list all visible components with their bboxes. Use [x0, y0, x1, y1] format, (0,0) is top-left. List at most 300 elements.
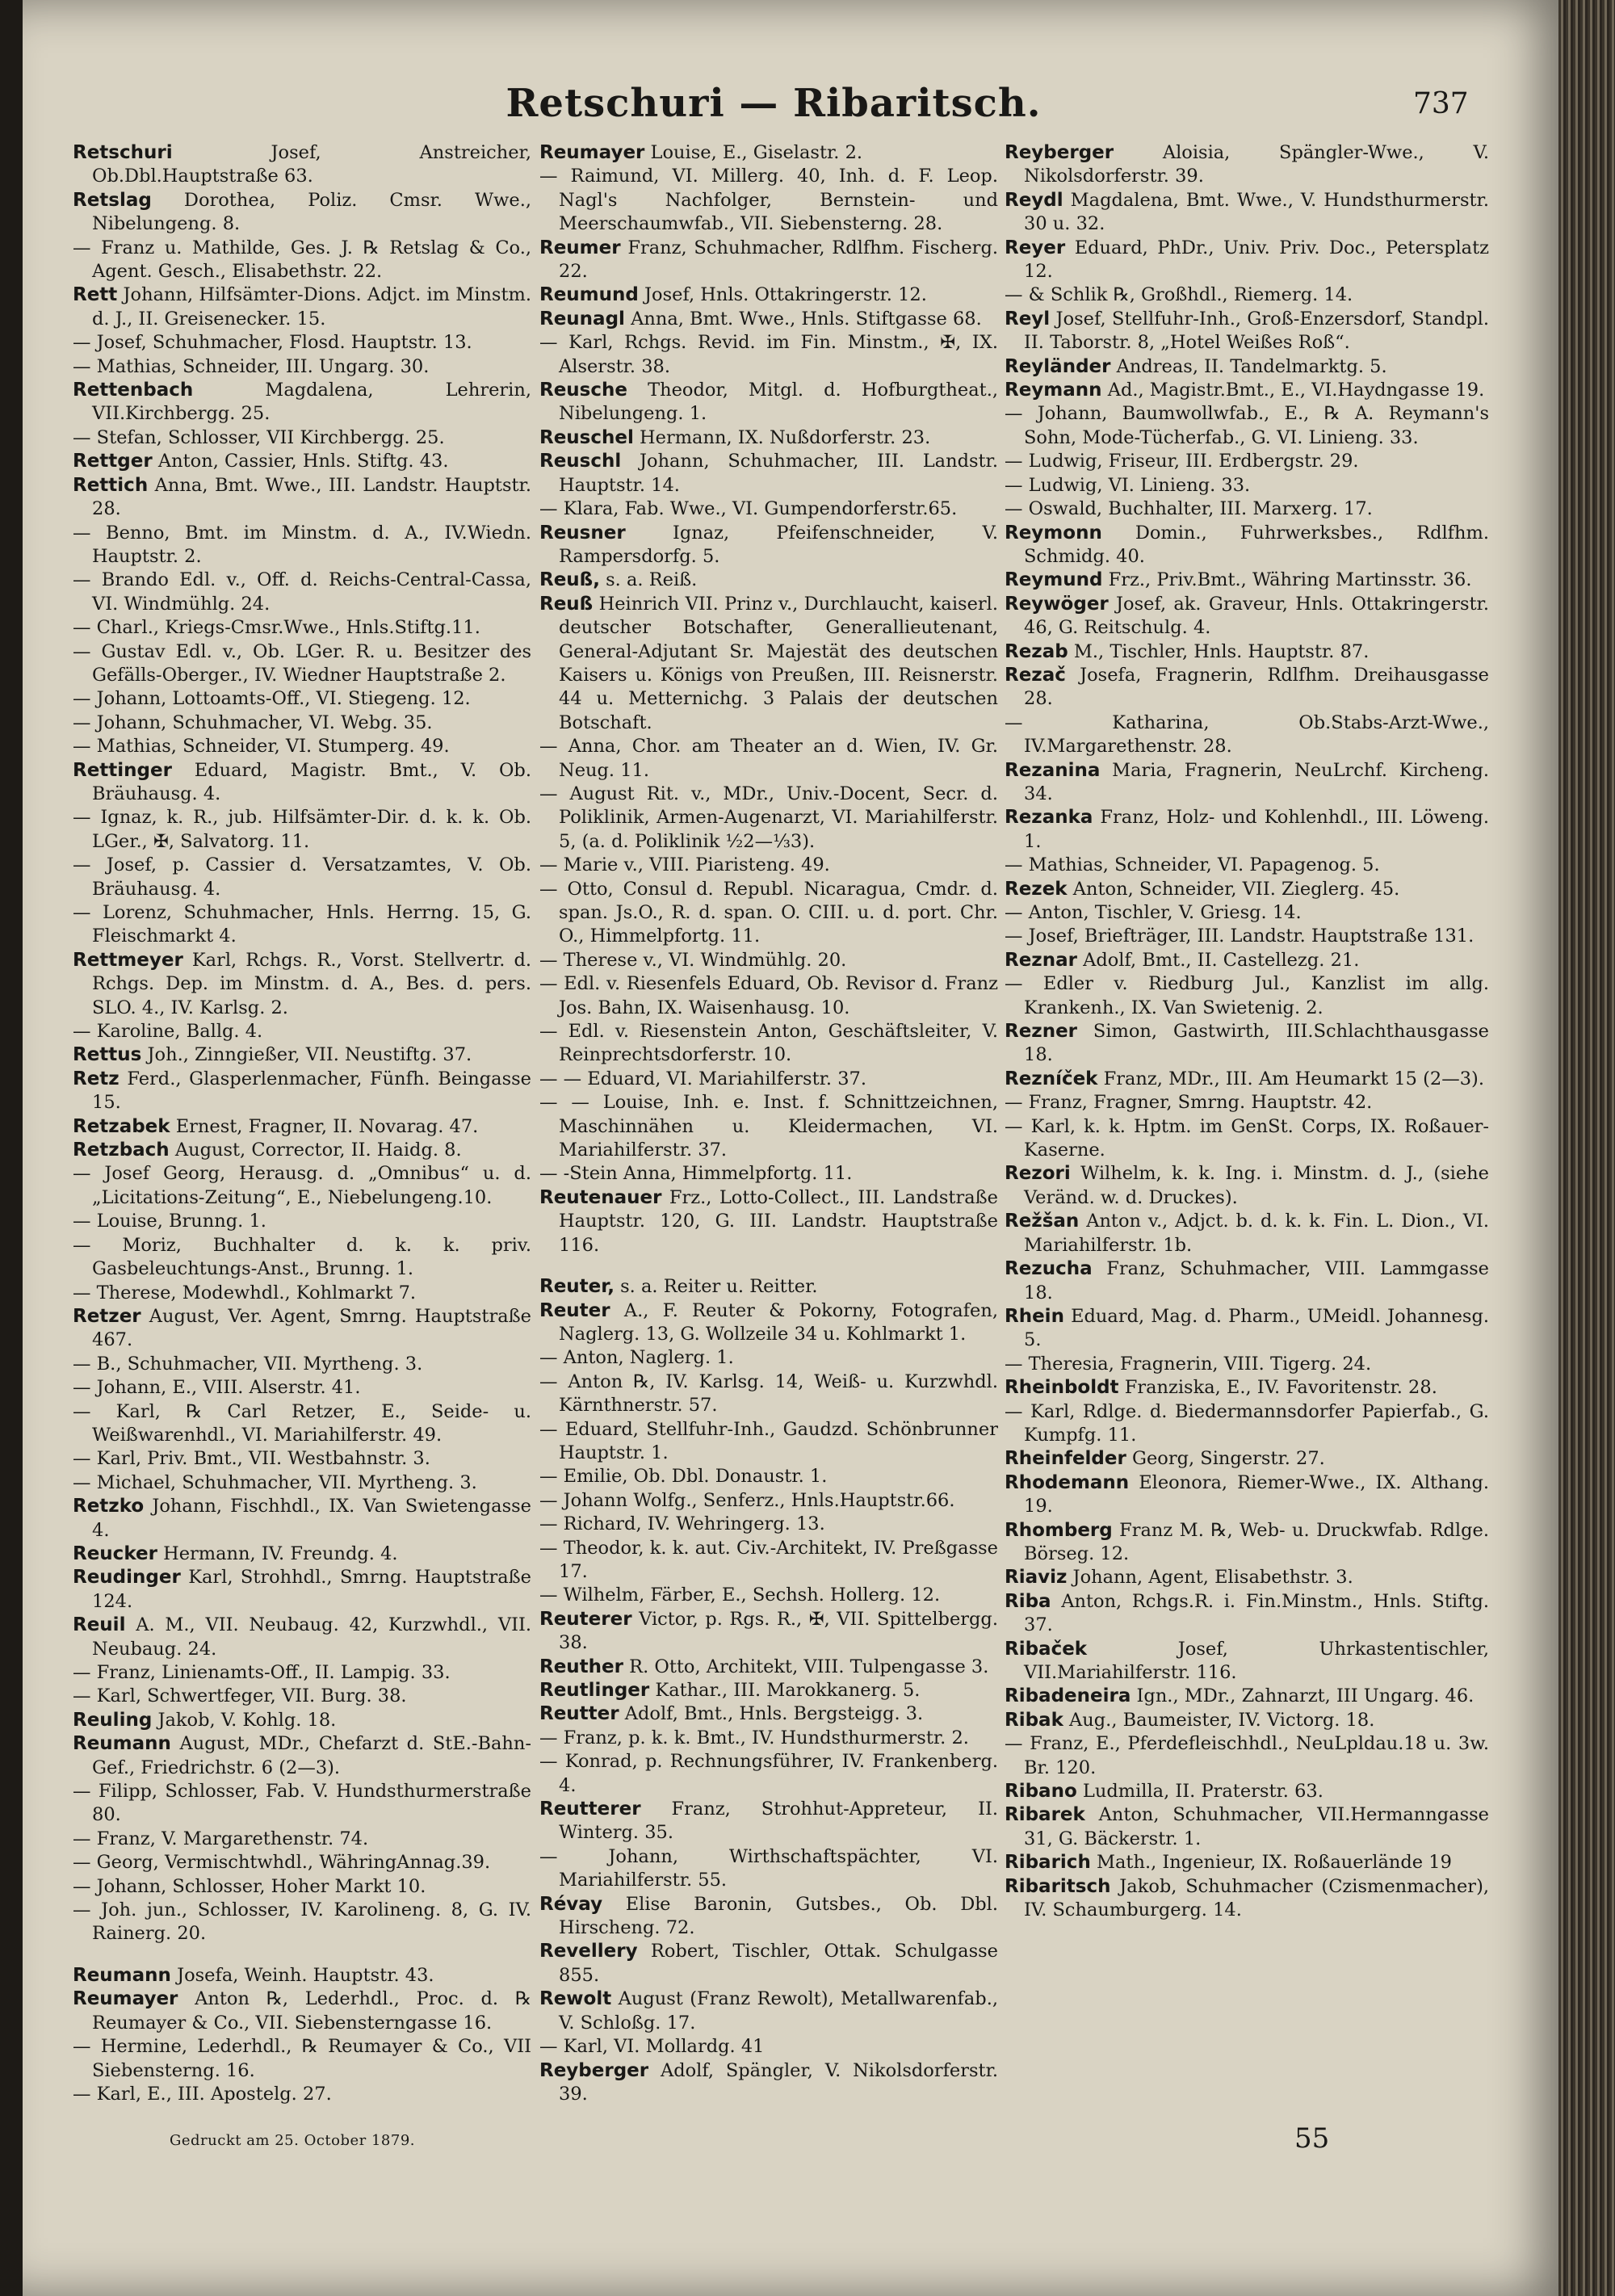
entry-surname: Reymonn: [1005, 522, 1102, 544]
directory-entry: [1005, 1709, 1489, 1732]
entry-text: Heinrich VII. Prinz v., Durchlaucht, kaiserl. deutscher Botschafter, Generallieutenant, General-Adjutant Sr. Majestät des deutschen Kaisers u. Königs von Preußen, III. Reisnerstr. 44 u. Metternichg. 3 Palais der deutschen Botschaft.: [559, 593, 998, 733]
entry-surname: Reumayer: [539, 142, 645, 163]
directory-entry: [73, 355, 531, 379]
directory-entry: [539, 1893, 998, 1941]
entry-text: — B., Schuhmacher, VII. Myrtheng. 3.: [73, 1353, 423, 1375]
directory-entry: [1005, 1115, 1489, 1163]
entry-surname: Reydl: [1005, 189, 1063, 211]
entry-surname: Reuter: [539, 1299, 610, 1321]
entry-surname: Reuil: [73, 1614, 126, 1636]
entry-text: Eduard, Magistr. Bmt., V. Ob. Bräuhausg. 4.: [92, 759, 531, 804]
entry-text: — Edler v. Riedburg Jul., Kanzlist im allg. Krankenh., IX. Van Swietenig. 2.: [1005, 973, 1489, 1018]
entry-text: Ernest, Fragner, II. Novarag. 47.: [170, 1115, 479, 1137]
directory-entry: [539, 1727, 998, 1750]
entry-surname: Reymann: [1005, 380, 1102, 401]
directory-entry: [1005, 901, 1489, 925]
directory-entry: [1005, 593, 1489, 640]
entry-text: Frz., Priv.Bmt., Währing Martinsstr. 36.: [1102, 569, 1472, 591]
entry-text: Wilhelm, k. k. Ing. i. Minstm. d. J., (siehe Veränd. w. d. Druckes).: [1024, 1163, 1489, 1208]
directory-entry: [73, 1964, 531, 1987]
entry-text: — — Eduard, VI. Mariahilferstr. 37.: [539, 1068, 866, 1089]
directory-entry: [539, 1489, 998, 1513]
directory-entry: [73, 1987, 531, 2035]
directory-entry: [539, 1750, 998, 1798]
entry-text: — Klara, Fab. Wwe., VI. Gumpendorferstr.65.: [539, 498, 958, 520]
entry-text: — Anna, Chor. am Theater an d. Wien, IV. Gr. Neug. 11.: [539, 736, 998, 781]
directory-entry: [73, 522, 531, 569]
entry-surname: Rettenbach: [73, 380, 194, 401]
entry-text: Dorothea, Poliz. Cmsr. Wwe., Nibelungeng. 8.: [92, 189, 531, 235]
entry-text: Franz, Schuhmacher, Rdlfhm. Fischerg. 22.: [559, 237, 998, 283]
entry-surname: Reznar: [1005, 949, 1077, 971]
directory-entry: [1005, 1780, 1489, 1803]
entry-text: Simon, Gastwirth, III.Schlachthausgasse 18.: [1024, 1021, 1489, 1066]
entry-text: Louise, E., Giselastr. 2.: [644, 142, 863, 163]
directory-entry: [1005, 1447, 1489, 1471]
directory-entry: [1005, 854, 1489, 877]
directory-entry: [73, 1139, 531, 1162]
entry-text: August, MDr., Chefarzt d. StE.-Bahn-Gef., Friedrichstr. 6 (2—3).: [92, 1733, 531, 1778]
directory-entry: [1005, 522, 1489, 569]
directory-entry: [73, 1162, 531, 1210]
entry-text: Josef, Anstreicher, Ob.Dbl.Hauptstraße 63.: [92, 142, 531, 187]
entry-text: Jakob, Schuhmacher (Czismenmacher), IV. Schaumburgerg. 14.: [1024, 1875, 1489, 1921]
directory-entry: [539, 1584, 998, 1607]
directory-entry: [1005, 569, 1489, 592]
entry-text: — Ludwig, VI. Linieng. 33.: [1005, 474, 1251, 496]
directory-entry: [539, 1162, 998, 1186]
entry-surname: Retzer: [73, 1305, 141, 1327]
directory-entry: [539, 1370, 998, 1418]
entry-text: Johann, Hilfsämter-Dions. Adjct. im Minstm. d. J., II. Greisenecker. 15.: [92, 284, 531, 329]
entry-surname: Rett: [73, 284, 118, 306]
directory-entry: [1005, 711, 1489, 759]
entry-text: Josefa, Fragnerin, Rdlfhm. Dreihausgasse 28.: [1024, 664, 1489, 710]
entry-text: — Theresia, Fragnerin, VIII. Tigerg. 24.: [1005, 1353, 1372, 1375]
directory-entry: [1005, 806, 1489, 854]
entry-text: — Josef, p. Cassier d. Versatzamtes, V. Ob. Bräuhausg. 4.: [73, 854, 531, 900]
directory-entry: [73, 1471, 531, 1495]
entry-text: Frz., Lotto-Collect., III. Landstraße Hauptstr. 120, G. III. Landstr. Hauptstraße 116.: [559, 1186, 998, 1256]
entry-text: — Josef, Briefträger, III. Landstr. Hauptstraße 131.: [1005, 926, 1474, 947]
entry-surname: Reyl: [1005, 308, 1051, 329]
directory-entry: [539, 497, 998, 521]
entry-text: Anton, Rchgs.R. i. Fin.Minstm., Hnls. Stiftg. 37.: [1024, 1590, 1489, 1636]
entry-surname: Rhodemann: [1005, 1471, 1130, 1493]
entry-text: — Hermine, Lederhdl., ℞ Reumayer & Co., VII Siebensterng. 16.: [73, 2036, 531, 2081]
directory-entry: [1005, 1210, 1489, 1257]
directory-entry: [1005, 664, 1489, 711]
entry-text: Anton, Schneider, VII. Zieglerg. 45.: [1067, 878, 1400, 900]
directory-entry: [539, 1068, 998, 1091]
entry-text: — Franz, V. Margarethenstr. 74.: [73, 1828, 369, 1849]
directory-entry: [73, 1614, 531, 1661]
entry-text: — Ignaz, k. R., jub. Hilfsämter-Dir. d. k. k. Ob. LGer., ✠, Salvatorg. 11.: [73, 807, 531, 852]
entry-surname: Ribaritsch: [1005, 1875, 1111, 1897]
directory-entry: [1005, 1519, 1489, 1567]
entry-text: Karl, Rchgs. R., Vorst. Stellvertr. d. Rchgs. Dep. im Minstm. d. A., Bes. d. pers. SLO. 4., IV. Karlsg. 2.: [92, 949, 531, 1018]
directory-entry: [73, 1282, 531, 1305]
directory-entry: [73, 2083, 531, 2106]
entry-text: Franz, MDr., III. Am Heumarkt 15 (2—3).: [1097, 1068, 1484, 1089]
entry-text: — Josef, Schuhmacher, Flosd. Hauptstr. 13.: [73, 332, 472, 354]
directory-entry: [1005, 1566, 1489, 1589]
directory-entry: [73, 759, 531, 807]
directory-entry: [73, 1305, 531, 1353]
directory-entry: [1005, 237, 1489, 284]
entry-text: — & Schlik ℞, Großhdl., Riemerg. 14.: [1005, 284, 1353, 306]
entry-text: Aloisia, Spängler-Wwe., V. Nikolsdorferstr. 39.: [1024, 142, 1489, 187]
directory-entry: [1005, 1068, 1489, 1091]
entry-text: Anton ℞, Lederhdl., Proc. d. ℞ Reumayer & Co., VII. Siebensterngasse 16.: [92, 1988, 531, 2034]
directory-entry: [73, 1732, 531, 1780]
entry-surname: Reyberger: [1005, 142, 1114, 163]
entry-text: — Johann, Schlosser, Hoher Markt 10.: [73, 1875, 426, 1897]
directory-entry: [73, 901, 531, 949]
entry-text: — Otto, Consul d. Republ. Nicaragua, Cmdr. d. span. Js.O., R. d. span. O. CIII. u. d. port. Chr. O., Himmelpfortg. 11.: [539, 878, 998, 947]
entry-surname: Rheinboldt: [1005, 1377, 1119, 1399]
directory-entry: [539, 569, 998, 592]
entry-text: — Karl, k. k. Hptm. im GenSt. Corps, IX. Roßauer-Kaserne.: [1005, 1115, 1489, 1161]
directory-entry: [73, 1353, 531, 1376]
directory-entry: [73, 1661, 531, 1685]
directory-entry: [1005, 1471, 1489, 1519]
entry-surname: Ribak: [1005, 1709, 1063, 1731]
entry-surname: Rettich: [73, 474, 149, 496]
directory-entry: [73, 1447, 531, 1471]
entry-surname: Retzabek: [73, 1115, 170, 1137]
directory-entry: [1005, 1851, 1489, 1874]
entry-text: — Edl. v. Riesenstein Anton, Geschäftsleiter, V. Reinprechtsdorferstr. 10.: [539, 1021, 998, 1066]
directory-entry: [1005, 402, 1489, 450]
entry-text: Georg, Singerstr. 27.: [1126, 1448, 1325, 1470]
entry-text: — Filipp, Schlosser, Fab. V. Hundsthurmerstraße 80.: [73, 1781, 531, 1826]
entry-text: — Gustav Edl. v., Ob. LGer. R. u. Besitzer des Gefälls-Oberger., IV. Wiedner Hauptstraße 2.: [73, 640, 531, 686]
entry-text: — Lorenz, Schuhmacher, Hnls. Herrng. 15, G. Fleischmarkt 4.: [73, 902, 531, 947]
entry-text: — Moriz, Buchhalter d. k. k. priv. Gasbeleuchtungs-Anst., Brunng. 1.: [73, 1234, 531, 1280]
entry-surname: Reutenauer: [539, 1186, 662, 1208]
entry-text: Magdalena, Bmt. Wwe., V. Hundsthurmerstr. 30 u. 32.: [1024, 189, 1489, 235]
entry-surname: Reumund: [539, 284, 639, 306]
directory-entry: [539, 1940, 998, 1987]
column-1: [73, 141, 531, 2106]
directory-entry: [539, 2059, 998, 2107]
entry-surname: Reutlinger: [539, 1680, 650, 1701]
directory-entry: [1005, 1353, 1489, 1376]
entry-surname: Reumayer: [73, 1988, 178, 2010]
entry-surname: Rhomberg: [1005, 1519, 1113, 1541]
entry-text: Karl, Strohhdl., Smrng. Hauptstraße 124.: [92, 1567, 531, 1612]
entry-surname: Retzbach: [73, 1140, 170, 1161]
entry-text: — Oswald, Buchhalter, III. Marxerg. 17.: [1005, 498, 1373, 520]
entry-surname: Reutterer: [539, 1799, 641, 1820]
entry-text: Adolf, Spängler, V. Nikolsdorferstr. 39.: [559, 2059, 998, 2105]
directory-entry: [539, 1537, 998, 1585]
directory-entry: [539, 522, 998, 569]
directory-entry: [1005, 1638, 1489, 1685]
directory-entry: [1005, 640, 1489, 664]
entry-surname: Rezek: [1005, 878, 1068, 900]
directory-entry: [73, 1234, 531, 1282]
entry-text: Johann, Agent, Elisabethstr. 3.: [1067, 1567, 1353, 1589]
directory-entry: [539, 1987, 998, 2035]
directory-entry: [539, 1702, 998, 1726]
entry-text: — Charl., Kriegs-Cmsr.Wwe., Hnls.Stiftg.11.: [73, 617, 480, 639]
entry-text: Hermann, IX. Nußdorferstr. 23.: [633, 426, 931, 448]
directory-entry: [73, 450, 531, 473]
entry-surname: Rezucha: [1005, 1258, 1093, 1280]
directory-entry: [73, 1709, 531, 1732]
entry-text: Franz M. ℞, Web- u. Druckwfab. Rdlge. Börseg. 12.: [1024, 1519, 1489, 1564]
entry-surname: Reuschel: [539, 426, 634, 448]
entry-surname: Reusche: [539, 380, 627, 401]
directory-entry: [539, 283, 998, 307]
entry-surname: Reyberger: [539, 2059, 649, 2081]
entry-text: — Konrad, p. Rechnungsführer, IV. Frankenberg. 4.: [539, 1751, 998, 1796]
entry-text: — Johann, Wirthschaftspächter, VI. Mariahilferstr. 55.: [539, 1845, 998, 1891]
entry-text: Adolf, Bmt., Hnls. Bergsteigg. 3.: [619, 1703, 924, 1725]
page-number: 737: [1413, 87, 1469, 120]
directory-entry: [73, 189, 531, 237]
entry-text: — Katharina, Ob.Stabs-Arzt-Wwe., IV.Margarethenstr. 28.: [1005, 711, 1489, 758]
directory-entry: [73, 1899, 531, 1946]
directory-entry: [73, 806, 531, 854]
directory-entry: [73, 379, 531, 426]
entry-surname: Revellery: [539, 1941, 638, 1962]
directory-entry: [1005, 474, 1489, 497]
book-spine-edge: [1558, 0, 1615, 2296]
entry-surname: Rezori: [1005, 1163, 1071, 1185]
directory-entry: [539, 593, 998, 735]
directory-entry: [539, 308, 998, 331]
entry-surname: Révay: [539, 1893, 603, 1915]
directory-entry: [73, 1566, 531, 1614]
entry-text: — Louise, Brunng. 1.: [73, 1211, 266, 1232]
page-title: Retschuri — Ribaritsch.: [505, 81, 1042, 126]
entry-text: Anton, Schuhmacher, VII.Hermanngasse 31, G. Bäckerstr. 1.: [1024, 1804, 1489, 1849]
entry-text: — Benno, Bmt. im Minstm. d. A., IV.Wiedn. Hauptstr. 2.: [73, 522, 531, 567]
entry-text: — -Stein Anna, Himmelpfortg. 11.: [539, 1163, 853, 1185]
directory-entry: [539, 237, 998, 284]
entry-surname: Reuschl: [539, 451, 622, 472]
entry-text: — Franz, p. k. k. Bmt., IV. Hundsthurmerstr. 2.: [539, 1727, 969, 1748]
directory-entry: [73, 141, 531, 189]
entry-surname: Ribaček: [1005, 1638, 1088, 1660]
directory-entry: [1005, 1803, 1489, 1851]
directory-entry: [73, 1210, 531, 1233]
entry-text: — Franz, Linienamts-Off., II. Lampig. 33.: [73, 1662, 451, 1683]
directory-entry: [73, 687, 531, 711]
entry-text: Victor, p. Rgs. R., ✠, VII. Spittelbergg. 38.: [559, 1608, 998, 1654]
directory-entry: [539, 1656, 998, 1679]
directory-entry: [1005, 450, 1489, 473]
directory-entry: [1005, 497, 1489, 521]
entry-text: — Karl, Priv. Bmt., VII. Westbahnstr. 3.: [73, 1448, 430, 1470]
entry-text: — Franz, E., Pferdefleischhdl., NeuLpldau.18 u. 3w. Br. 120.: [1005, 1733, 1489, 1778]
entry-surname: Reudinger: [73, 1567, 181, 1589]
entry-text: Ignaz, Pfeifenschneider, V. Rampersdorfg. 5.: [559, 522, 998, 567]
directory-entry: [539, 1608, 998, 1656]
entry-text: R. Otto, Architekt, VIII. Tulpengasse 3.: [623, 1656, 989, 1677]
directory-entry: [73, 1543, 531, 1566]
directory-entry: [1005, 759, 1489, 807]
entry-surname: Rezab: [1005, 640, 1068, 662]
entry-surname: Reumann: [73, 1733, 171, 1755]
entry-text: Kathar., III. Marokkanerg. 5.: [649, 1680, 921, 1701]
entry-text: — Johann, Schuhmacher, VI. Webg. 35.: [73, 711, 433, 733]
directory-entry: [539, 949, 998, 972]
directory-entry: [73, 735, 531, 758]
entry-text: — Mathias, Schneider, VI. Papagenog. 5.: [1005, 854, 1380, 876]
directory-entry: [73, 1495, 531, 1543]
entry-surname: Reuter,: [539, 1276, 615, 1298]
entry-surname: Reunagl: [539, 308, 625, 329]
directory-entry: [539, 331, 998, 379]
directory-entry: [1005, 1305, 1489, 1353]
directory-entry: [539, 1465, 998, 1488]
entry-text: — Mathias, Schneider, III. Ungarg. 30.: [73, 355, 430, 377]
entry-surname: Retz: [73, 1068, 120, 1089]
directory-entry: [1005, 925, 1489, 948]
directory-entry: [73, 569, 531, 616]
entry-surname: Riaviz: [1005, 1567, 1068, 1589]
entry-surname: Ribadeneira: [1005, 1685, 1131, 1707]
entry-text: Josef, Uhrkastentischler, VII.Mariahilferstr. 116.: [1024, 1638, 1489, 1683]
directory-entry: [73, 426, 531, 450]
entry-surname: Reuther: [539, 1656, 623, 1677]
directory-entry: [73, 616, 531, 640]
directory-entry: [73, 474, 531, 522]
entry-surname: Reywöger: [1005, 593, 1109, 615]
entry-surname: Ribano: [1005, 1781, 1077, 1803]
entry-text: Anton v., Adjct. b. d. k. k. Fin. L. Dion., VI. Mariahilferstr. 1b.: [1024, 1211, 1489, 1256]
entry-text: — Therese, Modewhdl., Kohlmarkt 7.: [73, 1282, 417, 1303]
entry-text: Robert, Tischler, Ottak. Schulgasse 855.: [559, 1941, 998, 1986]
entry-surname: Rezač: [1005, 664, 1066, 686]
entry-surname: Reumann: [73, 1964, 171, 1986]
entry-text: — Johann, E., VIII. Alserstr. 41.: [73, 1377, 361, 1399]
entry-surname: Rettus: [73, 1044, 142, 1066]
entry-surname: Riba: [1005, 1590, 1051, 1612]
directory-entry: [1005, 189, 1489, 237]
entry-text: Ad., Magistr.Bmt., E., VI.Haydngasse 19.: [1101, 380, 1485, 401]
entry-text: — August Rit. v., MDr., Univ.-Docent, Secr. d. Poliklinik, Armen-Augenarzt, VI. Mariahilferstr. 5, (a. d. Poliklinik ½2—⅓3).: [539, 783, 998, 852]
entry-text: — Mathias, Schneider, VI. Stumperg. 49.: [73, 736, 450, 758]
directory-entry: [1005, 878, 1489, 901]
entry-surname: Reymund: [1005, 569, 1103, 591]
directory-entry: [539, 1299, 998, 1347]
entry-text: — Georg, Vermischtwhdl., WähringAnnag.39.: [73, 1852, 491, 1874]
entry-text: — — Louise, Inh. e. Inst. f. Schnittzeichnen, Maschinnähen u. Kleidermachen, VI. Mariahilferstr. 37.: [539, 1092, 998, 1161]
entry-surname: Reuterer: [539, 1608, 632, 1630]
entry-text: Anton, Cassier, Hnls. Stiftg. 43.: [152, 451, 449, 472]
entry-surname: Reutter: [539, 1703, 619, 1725]
entry-text: Andreas, II. Tandelmarktg. 5.: [1110, 355, 1387, 377]
directory-entry: [73, 1376, 531, 1400]
entry-text: Ludmilla, II. Praterstr. 63.: [1076, 1781, 1323, 1803]
entry-text: — Marie v., VIII. Piaristeng. 49.: [539, 854, 830, 876]
directory-entry: [73, 1020, 531, 1043]
entry-surname: Reuß,: [539, 569, 600, 591]
entry-text: Domin., Fuhrwerksbes., Rdlfhm. Schmidg. 40.: [1024, 522, 1489, 567]
entry-text: Franz, Schuhmacher, VIII. Lammgasse 18.: [1024, 1258, 1489, 1303]
entry-text: — Franz, Fragner, Smrng. Hauptstr. 42.: [1005, 1092, 1373, 1114]
directory-entry: [73, 237, 531, 284]
entry-text: — Anton ℞, IV. Karlsg. 14, Weiß- u. Kurzwhdl. Kärnthnerstr. 57.: [539, 1370, 998, 1417]
directory-entry: [1005, 1875, 1489, 1923]
directory-entry: [73, 1780, 531, 1828]
entry-text: Ign., MDr., Zahnarzt, III Ungarg. 46.: [1130, 1685, 1474, 1707]
entry-text: Theodor, Mitgl. d. Hofburgtheat., Nibelungeng. 1.: [559, 380, 998, 425]
entry-text: Franz, Holz- und Kohlenhdl., III. Löweng. 1.: [1024, 807, 1489, 852]
entry-text: Eleonora, Riemer-Wwe., IX. Althang. 19.: [1024, 1471, 1489, 1517]
entry-text: — Karl, E., III. Apostelg. 27.: [73, 2083, 332, 2105]
entry-text: — Anton, Naglerg. 1.: [539, 1347, 734, 1369]
entry-text: — Edl. v. Riesenfels Eduard, Ob. Revisor d. Franz Jos. Bahn, IX. Waisenhausg. 10.: [539, 973, 998, 1018]
entry-text: Josef, Stellfuhr-Inh., Groß-Enzersdorf, Standpl. II. Taborstr. 8, „Hotel Weißes Roß“.: [1024, 308, 1489, 354]
entry-text: — Stefan, Schlosser, VII Kirchbergg. 25.: [73, 426, 445, 448]
entry-text: Magdalena, Lehrerin, VII.Kirchbergg. 25.: [92, 380, 531, 425]
entry-text: — Johann, Lottoamts-Off., VI. Stiegeng. 12.: [73, 688, 471, 710]
entry-surname: Rettinger: [73, 759, 172, 781]
entry-text: — Johann Wolfg., Senferz., Hnls.Hauptstr.66.: [539, 1489, 955, 1511]
directory-entry: [539, 1346, 998, 1370]
entry-text: Hermann, IV. Freundg. 4.: [157, 1543, 398, 1564]
entry-surname: Retschuri: [73, 142, 173, 163]
directory-entry: [1005, 308, 1489, 355]
entry-text: Math., Ingenieur, IX. Roßauerlände 19: [1090, 1852, 1452, 1874]
entry-surname: Reyländer: [1005, 355, 1111, 377]
entry-text: — Theodor, k. k. aut. Civ.-Architekt, IV. Preßgasse 17.: [539, 1537, 998, 1582]
entry-text: Eduard, Mag. d. Pharm., UMeidl. Johannesg. 5.: [1024, 1305, 1489, 1351]
directory-entry: [73, 1685, 531, 1708]
entry-text: — Therese v., VI. Windmühlg. 20.: [539, 949, 847, 971]
entry-text: A. M., VII. Neubaug. 42, Kurzwhdl., VII. Neubaug. 24.: [92, 1614, 531, 1660]
entry-surname: Ribarek: [1005, 1804, 1085, 1826]
entry-text: — Karl, Schwertfeger, VII. Burg. 38.: [73, 1685, 407, 1707]
directory-entry: [539, 1845, 998, 1893]
directory-entry: [539, 1186, 998, 1257]
entry-surname: Rezner: [1005, 1021, 1078, 1043]
directory-entry: [539, 878, 998, 949]
entry-text: Josefa, Weinh. Hauptstr. 43.: [170, 1964, 434, 1986]
entry-text: Aug., Baumeister, IV. Victorg. 18.: [1063, 1709, 1375, 1731]
entry-text: Ferd., Glasperlenmacher, Fünfh. Beingasse 15.: [92, 1068, 531, 1114]
entry-text: — Richard, IV. Wehringerg. 13.: [539, 1513, 825, 1535]
entry-surname: Reucker: [73, 1543, 157, 1564]
entry-surname: Rettmeyer: [73, 949, 183, 971]
directory-entry: [539, 1091, 998, 1162]
directory-entry: [1005, 1732, 1489, 1780]
entry-surname: Rezníček: [1005, 1068, 1098, 1089]
directory-entry: [1005, 972, 1489, 1020]
entry-surname: Reyer: [1005, 237, 1066, 258]
entry-surname: Ribarich: [1005, 1852, 1091, 1874]
directory-entry: [539, 735, 998, 783]
directory-entry: [73, 949, 531, 1020]
entry-text: s. a. Reiter u. Reitter.: [614, 1276, 818, 1298]
entry-text: Johann, Schuhmacher, III. Landstr. Hauptstr. 14.: [559, 451, 998, 496]
directory-entry: [73, 1115, 531, 1139]
directory-entry: [1005, 1376, 1489, 1400]
entry-text: — Karl, VI. Mollardg. 41: [539, 2036, 765, 2058]
directory-entry: [539, 972, 998, 1020]
directory-entry: [539, 783, 998, 854]
directory-entry: [73, 1068, 531, 1115]
sheet-number: 55: [1294, 2122, 1330, 2155]
entry-text: Franz, Strohhut-Appreteur, II. Winterg. 35.: [559, 1799, 998, 1844]
entry-text: — Franz u. Mathilde, Ges. J. ℞ Retslag & Co., Agent. Gesch., Elisabethstr. 22.: [73, 237, 531, 283]
